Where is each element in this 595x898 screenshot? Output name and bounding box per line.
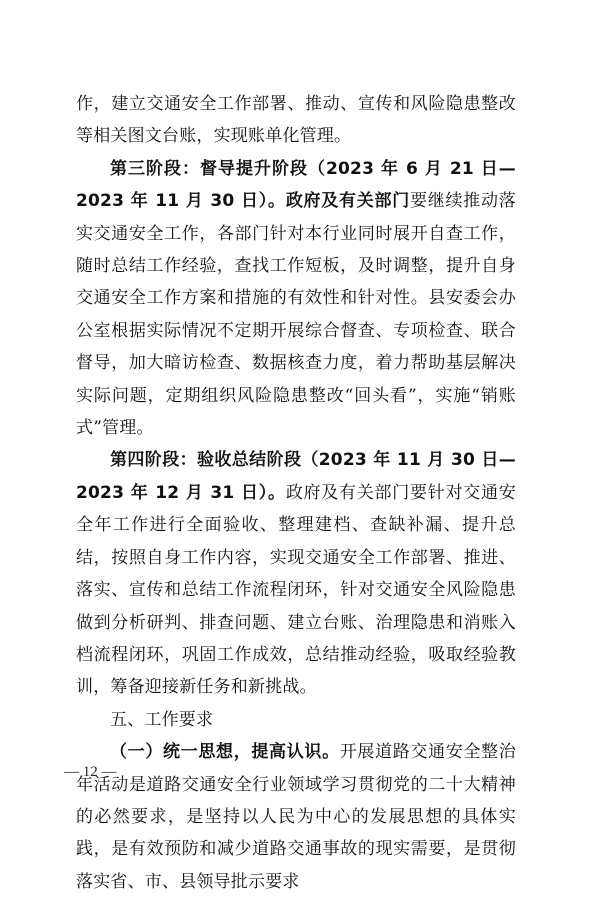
paragraph-text: 作，建立交通安全工作部署、推动、宣传和风险隐患整改等相关图文台账，实现账单化管理。 <box>76 94 516 147</box>
stage-four-body: 政府及有关部门要针对交通安全年工作进行全面验收、整理建档、查缺补漏、提升总结，按照自身工作内容，实现交通安全工作部署、推进、落实、宣传和总结工作流程闭环，针对交通安全风险隐患做到分析研判、排查问题、建立台账、治理隐患和消账入档流程闭环，巩固工作成效，总结推动经验，吸取经验教训，筹备迎接新任务和新挑战。 <box>76 482 516 698</box>
paragraph-stage-four <box>76 444 516 703</box>
stage-three-heading: 第三阶段：督导提升阶段（2023 年 6 月 21 日—2023 年 11 月 30 日）。 <box>76 158 516 212</box>
stage-three-subject: 政府及有关部门 <box>285 191 411 212</box>
document-body <box>76 88 516 898</box>
paragraph-stage-three <box>76 153 516 445</box>
requirement-one-body: 开展道路交通安全整治年活动是道路交通安全行业领域学习贯彻党的二十大精神的必然要求，是坚持以人民为中心的发展思想的具体实践，是有效预防和减少道路交通事故的现实需要，是贯彻落实省、市、县领导批示要求 <box>76 742 517 892</box>
stage-four-heading: 第四阶段：验收总结阶段（2023 年 11 月 30 日—2023 年 12 月 31 日）。 <box>76 450 516 503</box>
section-heading-text: 五、工作要求 <box>110 709 214 730</box>
paragraph-requirement-one <box>76 736 516 898</box>
requirement-one-heading: （一）统一思想，提高认识。 <box>110 742 340 763</box>
stage-three-body: 要继续推动落实交通安全工作，各部门针对本行业同时展开自查工作，随时总结工作经验，查找工作短板，及时调整，提升自身交通安全工作方案和措施的有效性和针对性。县安委会办公室根据实际情况不定期开展综合督查、专项检查、联合督导，加大暗访检查、数据核查力度，着力帮助基层解决实际问题，定期组织风险隐患整改“回头看”，实施“销账式”管理。 <box>76 191 517 439</box>
paragraph-continuation <box>76 88 516 153</box>
page-number: — 12 — <box>64 764 117 780</box>
section-five-heading <box>76 704 516 736</box>
